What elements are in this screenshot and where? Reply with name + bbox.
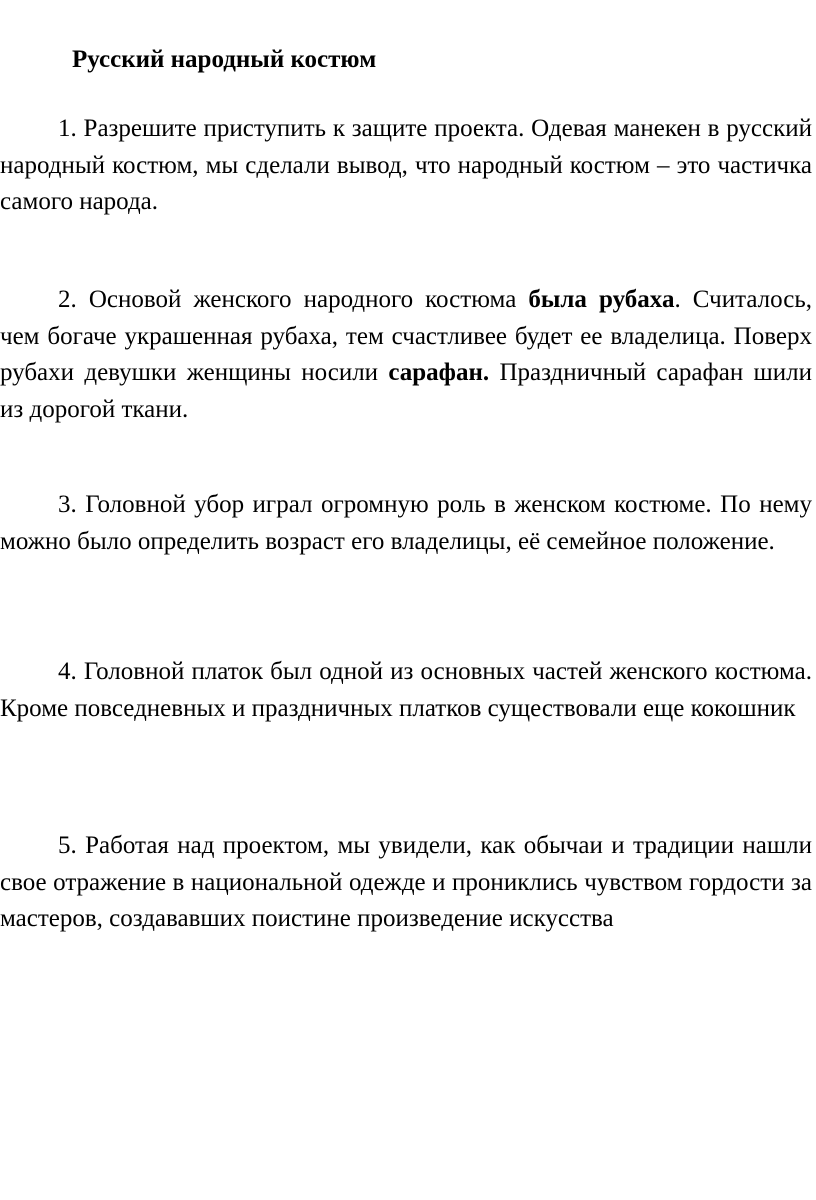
paragraph-5: 5. Работая над проектом, мы увидели, как обычаи и традиции нашли свое отражение в национальной одежде и прониклись чувством гордости за мастеров, создававших поистине произведение искусства [0, 832, 812, 932]
paragraph-2-bold-rubakha: была рубаха [528, 286, 675, 313]
paragraph-2-text-2: . Считалось, чем богаче украшенная рубаха, тем счастливее будет ее владелица. Поверх рубахи девушки женщины носили [0, 286, 812, 386]
document-title: Русский народный костюм [72, 46, 377, 73]
paragraph-4: 4. Головной платок был одной из основных частей женского костюма. Кроме повседневных и праздничных платков существовали еще кокошник [0, 658, 812, 722]
paragraph-3: 3. Головной убор играл огромную роль в женском костюме. По нему можно было определить возраст его владелицы, её семейное положение. [0, 491, 812, 555]
paragraph-2-text-3: Праздничный сарафан шили из дорогой ткани. [0, 359, 812, 423]
paragraph-2-text-1: 2. Основой женского народного костюма [58, 286, 529, 313]
paragraph-2-bold-sarafan: сарафан. [388, 359, 490, 386]
paragraph-2 [0, 282, 812, 428]
paragraph-1: 1. Разрешите приступить к защите проекта. Одевая манекен в русский народный костюм, мы сделали вывод, что народный костюм – это частичка самого народа. [0, 115, 812, 215]
